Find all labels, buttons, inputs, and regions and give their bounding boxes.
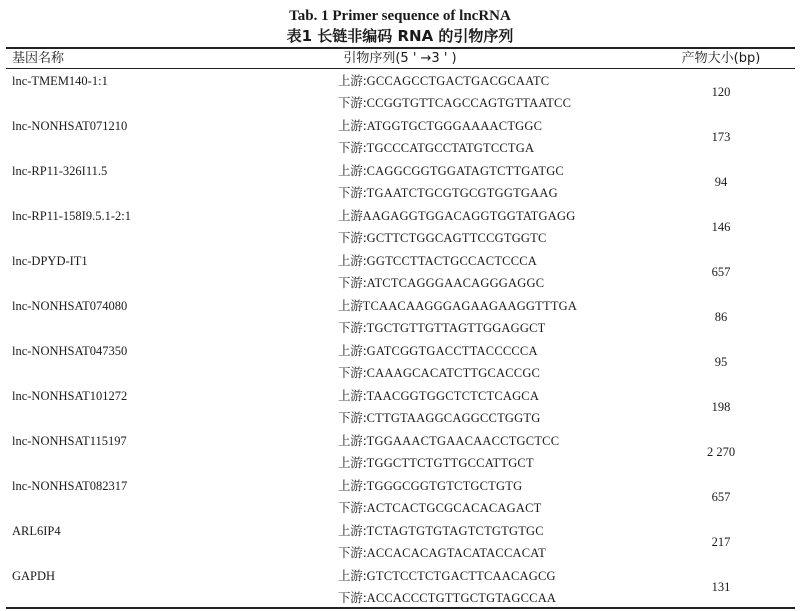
reverse-sequence: TGCTGTTGTTAGTTGGAGGCT	[366, 321, 546, 335]
forward-primer	[338, 208, 575, 224]
product-size: 95	[714, 355, 728, 369]
gene-name: lnc-NONHSAT074080	[12, 299, 128, 313]
forward-sequence: TAACGGTGGCTCTCTCAGCA	[366, 389, 540, 403]
reverse-sequence: CAAAGCACATCTTGCACCGC	[366, 366, 541, 380]
reverse-label: 下游:	[338, 500, 367, 515]
reverse-label: 下游:	[338, 230, 367, 245]
reverse-primer	[338, 410, 540, 426]
forward-label: 上游:	[338, 568, 367, 583]
forward-label: 上游:	[338, 523, 367, 538]
reverse-sequence: ACCACACAGTACATACCACAT	[366, 546, 546, 560]
forward-label: 上游:	[338, 163, 367, 178]
table-row	[0, 249, 800, 294]
product-size: 217	[711, 535, 731, 549]
reverse-primer	[338, 500, 541, 516]
forward-primer	[338, 73, 549, 89]
top-rule	[6, 47, 795, 49]
table-row	[0, 114, 800, 159]
reverse-label: 下游:	[338, 95, 367, 110]
reverse-sequence: TGCCCATGCCTATGTCCTGA	[366, 141, 535, 155]
reverse-label: 上游:	[338, 455, 367, 470]
table-row	[0, 69, 800, 114]
table-title-en: Tab. 1 Primer sequence of lncRNA	[289, 8, 511, 24]
reverse-label: 下游:	[338, 140, 367, 155]
reverse-label: 下游:	[338, 590, 367, 605]
forward-label: 上游:	[338, 388, 367, 403]
table-row	[0, 519, 800, 564]
reverse-primer	[338, 140, 534, 156]
forward-primer	[338, 253, 537, 269]
reverse-label: 下游:	[338, 275, 367, 290]
reverse-primer	[338, 365, 540, 381]
bottom-rule	[6, 607, 795, 609]
reverse-primer	[338, 545, 546, 561]
product-size: 146	[711, 220, 731, 234]
forward-primer	[338, 298, 577, 314]
reverse-primer	[338, 185, 558, 201]
gene-name: lnc-RP11-326I11.5	[12, 164, 108, 178]
table-row	[0, 474, 800, 519]
table-row	[0, 339, 800, 384]
forward-label: 上游:	[338, 343, 367, 358]
table-row	[0, 384, 800, 429]
reverse-primer	[338, 455, 534, 471]
forward-primer	[338, 388, 539, 404]
table-row	[0, 294, 800, 339]
reverse-primer	[338, 590, 556, 606]
header-sequence: 引物序列(5 ' →3 ' )	[343, 51, 457, 66]
forward-sequence: GATCGGTGACCTTACCCCCA	[366, 344, 538, 358]
forward-label: 上游	[338, 208, 363, 223]
table-row	[0, 429, 800, 474]
gene-name: lnc-TMEM140-1:1	[12, 74, 108, 88]
forward-sequence: TGGGCGGTGTCTGCTGTG	[366, 479, 523, 493]
reverse-sequence: ACCACCCTGTTGCTGTAGCCAA	[366, 591, 557, 605]
forward-label: 上游:	[338, 73, 367, 88]
gene-name: lnc-NONHSAT047350	[12, 344, 128, 358]
forward-label: 上游	[338, 298, 363, 313]
forward-primer	[338, 568, 556, 584]
gene-name: ARL6IP4	[12, 524, 61, 538]
forward-sequence: GGTCCTTACTGCCACTCCCA	[366, 254, 538, 268]
reverse-label: 下游:	[338, 545, 367, 560]
reverse-sequence: CTTGTAAGGCAGGCCTGGTG	[366, 411, 541, 425]
product-size: 86	[714, 310, 728, 324]
reverse-label: 下游:	[338, 320, 367, 335]
gene-name: GAPDH	[12, 569, 56, 583]
forward-label: 上游:	[338, 118, 367, 133]
reverse-sequence: TGGCTTCTGTTGCCATTGCT	[366, 456, 534, 470]
table-row	[0, 204, 800, 249]
reverse-label: 下游:	[338, 185, 367, 200]
reverse-label: 下游:	[338, 365, 367, 380]
gene-name: lnc-RP11-158I9.5.1-2:1	[12, 209, 131, 223]
forward-sequence: GCCAGCCTGACTGACGCAATC	[366, 74, 550, 88]
reverse-sequence: ATCTCAGGGAACAGGGAGGC	[366, 276, 545, 290]
forward-label: 上游:	[338, 433, 367, 448]
product-size: 657	[711, 490, 731, 504]
forward-primer	[338, 163, 564, 179]
reverse-label: 下游:	[338, 410, 367, 425]
table-title-cn: 表1 长链非编码 RNA 的引物序列	[286, 27, 514, 45]
reverse-sequence: TGAATCTGCGTGCGTGGTGAAG	[366, 186, 558, 200]
forward-sequence: TCTAGTGTGTAGTCTGTGTGC	[366, 524, 544, 538]
forward-sequence: AAGAGGTGGACAGGTGGTATGAGG	[362, 209, 576, 223]
product-size: 94	[714, 175, 728, 189]
forward-primer	[338, 433, 559, 449]
product-size: 173	[711, 130, 731, 144]
forward-sequence: TGGAAACTGAACAACCTGCTCC	[366, 434, 560, 448]
forward-primer	[338, 118, 542, 134]
forward-sequence: CAGGCGGTGGATAGTCTTGATGC	[366, 164, 564, 178]
product-size: 131	[711, 580, 731, 594]
product-size: 657	[711, 265, 731, 279]
reverse-primer	[338, 230, 547, 246]
product-size: 2 270	[706, 445, 736, 459]
reverse-primer	[338, 320, 546, 336]
product-size: 120	[711, 85, 731, 99]
reverse-sequence: CCGGTGTTCAGCCAGTGTTAATCC	[366, 96, 572, 110]
reverse-primer	[338, 95, 571, 111]
reverse-primer	[338, 275, 544, 291]
forward-primer	[338, 343, 538, 359]
table-row	[0, 564, 800, 609]
gene-name: lnc-NONHSAT082317	[12, 479, 128, 493]
table-row	[0, 159, 800, 204]
header-size: 产物大小(bp)	[681, 51, 761, 66]
reverse-sequence: ACTCACTGCGCACACAGACT	[366, 501, 542, 515]
gene-name: lnc-DPYD-IT1	[12, 254, 88, 268]
forward-primer	[338, 478, 522, 494]
product-size: 198	[711, 400, 731, 414]
forward-sequence: GTCTCCTCTGACTTCAACAGCG	[366, 569, 556, 583]
forward-label: 上游:	[338, 253, 367, 268]
forward-label: 上游:	[338, 478, 367, 493]
forward-sequence: TCAACAAGGGAGAAGAAGGTTTGA	[362, 299, 578, 313]
forward-primer	[338, 523, 544, 539]
header-gene: 基因名称	[12, 51, 65, 66]
forward-sequence: ATGGTGCTGGGAAAACTGGC	[366, 119, 543, 133]
gene-name: lnc-NONHSAT115197	[12, 434, 127, 448]
gene-name: lnc-NONHSAT101272	[12, 389, 128, 403]
table-body	[0, 69, 800, 609]
reverse-sequence: GCTTCTGGCAGTTCCGTGGTC	[366, 231, 547, 245]
gene-name: lnc-NONHSAT071210	[12, 119, 128, 133]
